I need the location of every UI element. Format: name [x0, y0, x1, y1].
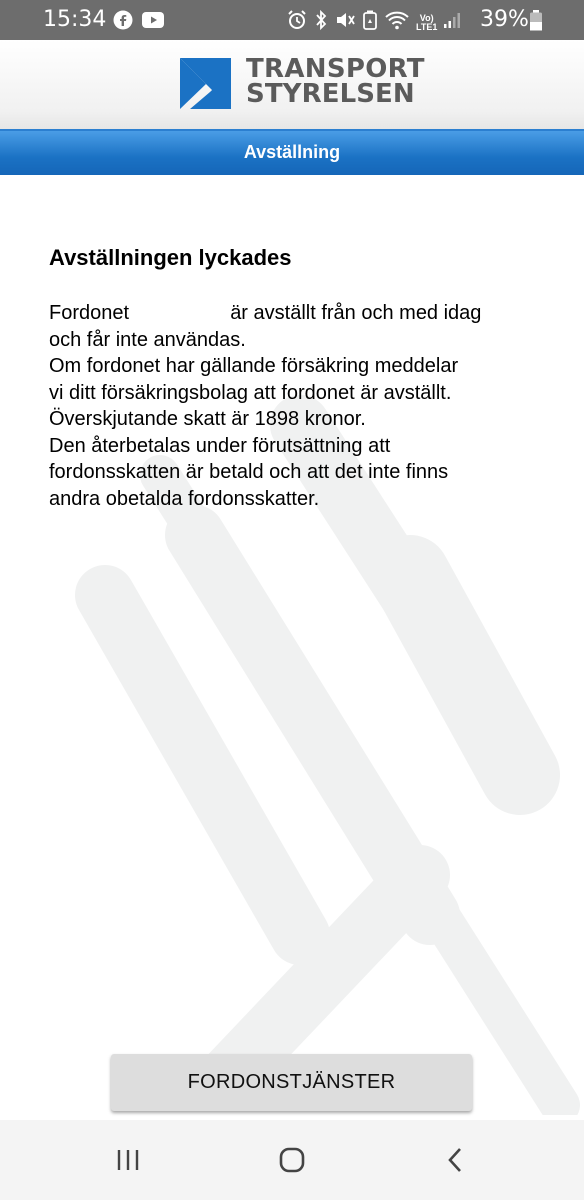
- message-line: vi ditt försäkringsbolag att fordonet är avställt.: [49, 381, 452, 404]
- logo-text: [246, 54, 425, 109]
- result-message: [49, 300, 549, 512]
- youtube-icon: [141, 10, 165, 35]
- message-line: Överskjutande skatt är 1898 kronor.: [49, 408, 366, 430]
- logo-line-2: STYRELSEN: [246, 79, 415, 109]
- battery-saver-icon: [362, 9, 378, 36]
- alarm-icon: [286, 9, 308, 36]
- system-nav-bar: [0, 1120, 584, 1200]
- home-icon[interactable]: [272, 1144, 312, 1176]
- app-header: [0, 40, 584, 129]
- message-line: Fordonet är avställt från och med idag: [49, 302, 482, 324]
- status-bar: [0, 0, 584, 40]
- page-title: Avställning: [0, 129, 584, 175]
- result-content: [49, 244, 549, 512]
- result-heading: Avställningen lyckades: [49, 245, 292, 270]
- message-line: andra obetalda fordonsskatter.: [49, 487, 320, 510]
- wifi-icon: [384, 9, 410, 36]
- back-icon[interactable]: [436, 1144, 476, 1176]
- fordonstjanster-button[interactable]: FORDONSTJÄNSTER: [111, 1054, 472, 1111]
- message-line: Den återbetalas under förutsättning att: [49, 434, 391, 457]
- signal-icon: [443, 9, 461, 36]
- mute-icon: [334, 9, 356, 36]
- status-time: 15:34: [43, 7, 107, 32]
- message-line: och får inte användas.: [49, 328, 246, 351]
- battery-icon: [529, 10, 543, 37]
- message-line: fordonsskatten är betald och att det inte finns: [49, 461, 449, 483]
- battery-percent: 39%: [480, 7, 529, 32]
- redacted-registration-number: [135, 303, 225, 321]
- transportstyrelsen-logo-icon: [180, 58, 231, 114]
- volte-icon: Vo) LTE1: [416, 12, 438, 32]
- recent-apps-icon[interactable]: [108, 1144, 148, 1176]
- message-line: Om fordonet har gällande försäkring meddelar: [49, 355, 459, 377]
- bluetooth-icon: [314, 9, 328, 36]
- logo-line-1: TRANSPORT: [246, 54, 425, 84]
- facebook-icon: [113, 10, 133, 35]
